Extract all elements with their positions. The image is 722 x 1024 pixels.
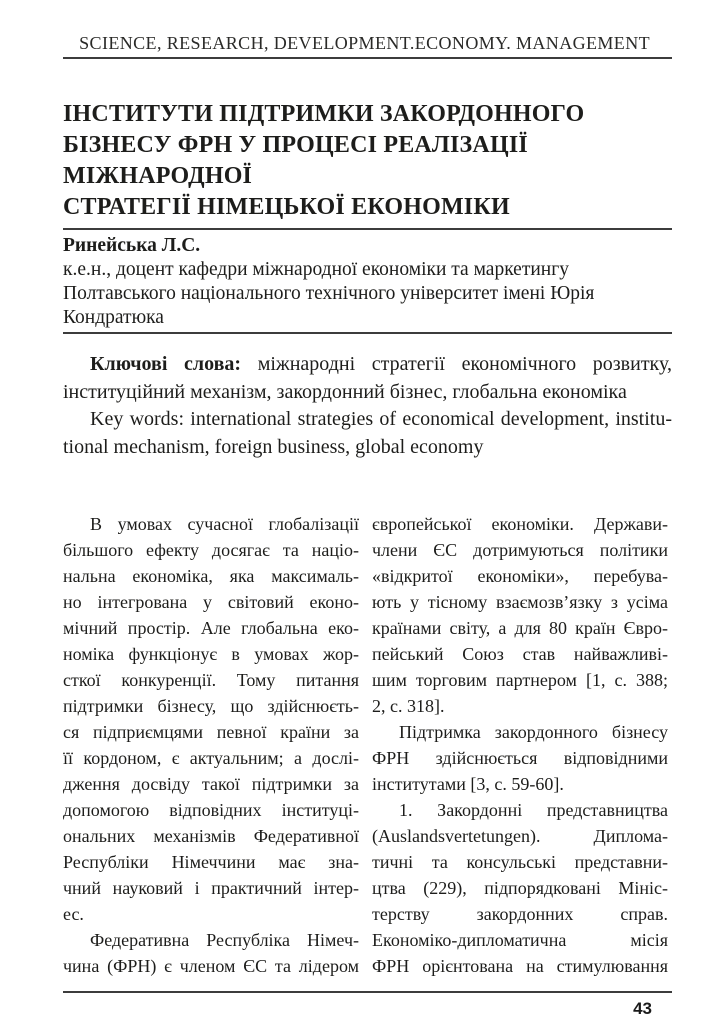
text-line: ся підприємцями певної країни за [63, 722, 359, 742]
text-line: допомогою відповідних інституці- [63, 800, 359, 820]
author-rule [63, 332, 672, 334]
text-line: цтва (229), підпорядковані Мініс- [372, 878, 668, 898]
text-line: тичні та консульські представни- [372, 852, 668, 872]
body-column-right [372, 511, 668, 979]
text-line: дження досвіду такої підтримки за [63, 774, 359, 794]
keywords-en-label: Key words: [90, 408, 185, 430]
text-line: ФРН здійснюється відповідними [372, 748, 668, 768]
running-head: SCIENCE, RESEARCH, DEVELOPMENT.ECONOMY. MANAGEMENT [79, 33, 650, 53]
text-line: но інтегрована у світовий еконо- [63, 592, 359, 612]
text-line: підтримки бізнесу, що здійснюєть- [63, 696, 359, 716]
text-line: чина (ФРН) є членом ЄС та лідером [63, 956, 359, 976]
text-line: Підтримка закордонного бізнесу [399, 722, 668, 742]
text-line: ес. [63, 904, 84, 924]
text-line: нальна економіка, яка максималь- [63, 566, 359, 586]
text-line: інститутами [3, с. 59-60]. [372, 774, 564, 794]
keywords-english [63, 406, 672, 461]
text-line: члени ЄС дотримуються політики [372, 540, 668, 560]
text-line: ФРН орієнтована на стимулювання [372, 956, 668, 976]
keywords-section [63, 351, 672, 461]
text-line: ональних механізмів Федеративної [63, 826, 359, 846]
text-line: мічний простір. Але глобальна еко- [63, 618, 359, 638]
text-line: Кондратюка [63, 307, 164, 328]
article-title [63, 99, 672, 223]
text-line: «відкритої економіки», перебува- [372, 566, 668, 586]
footer-rule [63, 991, 672, 993]
body-text [63, 511, 672, 979]
text-line: СТРАТЕГІЇ НІМЕЦЬКОЇ ЕКОНОМІКИ [63, 194, 510, 220]
text-line: країнами світу, а для 80 країн Євро- [372, 618, 668, 638]
text-line: 2, с. 318]. [372, 696, 445, 716]
text-line: терству закордонних справ. [372, 904, 668, 924]
body-column-left [63, 511, 359, 979]
text-line: В умовах сучасної глобалізації [90, 514, 359, 534]
text-line: номіка функціонує в умовах жор- [63, 644, 359, 664]
text-line: сткої конкуренції. Тому питання [63, 670, 359, 690]
page-number: 43 [633, 999, 652, 1018]
keywords-ua-label: Ключові слова: [90, 353, 242, 375]
text-line: Економіко-дипломатична місія [372, 930, 668, 950]
text-line: чний науковий і практичний інтер- [63, 878, 359, 898]
text-line: пейський Союз став найважливі- [372, 644, 668, 664]
text-line: ІНСТИТУТИ ПІДТРИМКИ ЗАКОРДОННОГО [63, 101, 585, 127]
text-line: європейської економіки. Держави- [372, 514, 668, 534]
text-line: Республіки Німеччини має зна- [63, 852, 359, 872]
text-line: її кордоном, є актуальним; а дослі- [63, 748, 359, 768]
text-line: БІЗНЕСУ ФРН У ПРОЦЕСІ РЕАЛІЗАЦІЇ МІЖНАРОДНОЇ [63, 132, 528, 189]
text-line: Полтавського національного технічного університет імені Юрія [63, 283, 595, 304]
author-name: Ринейська Л.С. [63, 235, 201, 256]
keywords-ua-text: міжнародні стратегії економічного розвитку, інституційний механізм, закордонний бізнес, глобальна економіка [63, 353, 672, 403]
text-line: к.е.н., доцент кафедри міжнародної економіки та маркетингу [63, 259, 569, 280]
author-affiliation [63, 258, 672, 330]
text-line: ють у тісному взаємозв’язку з усіма [372, 592, 668, 612]
text-line: 1. Закордонні представництва [399, 800, 668, 820]
header-rule [63, 57, 672, 59]
keywords-ukrainian [63, 351, 672, 406]
text-line: Федеративна Республіка Німеч- [90, 930, 359, 950]
text-line: (Auslandsvertetungen). Диплома- [372, 826, 668, 846]
keywords-en-text: international strategies of economical development, institutional mechanism, foreign business, global economy [63, 408, 673, 458]
text-line: шим торговим партнером [1, с. 388; [372, 670, 668, 690]
author-block [63, 230, 672, 330]
text-line: більшого ефекту досягає та націо- [63, 540, 359, 560]
